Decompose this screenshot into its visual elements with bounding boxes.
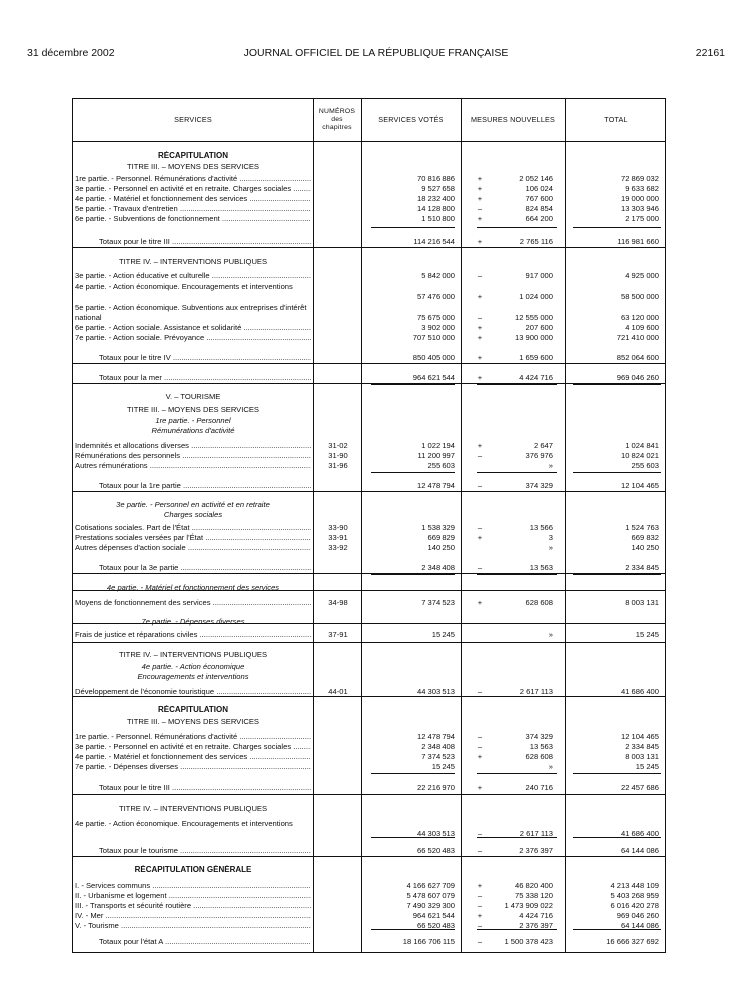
total-rule [573, 384, 661, 385]
services-votes-value: 18 232 400 [416, 194, 455, 203]
total-rule [477, 384, 557, 385]
section-rule [73, 623, 665, 624]
mesures-sign: + [477, 911, 483, 920]
services-votes-value: 114 216 544 [413, 237, 455, 246]
services-votes-value: 964 621 544 [412, 373, 455, 382]
chapter-number: 33-91 [328, 533, 348, 542]
row-label: RÉCAPITULATION [157, 705, 229, 714]
total-rule [573, 574, 661, 575]
section-rule [73, 363, 665, 364]
total-rule [371, 384, 455, 385]
section-rule [73, 794, 665, 795]
total-value: 2 334 845 [625, 563, 659, 572]
mesures-sign: – [477, 481, 483, 490]
mesures-nouvelles-value: 12 555 000 [514, 313, 553, 322]
mesures-nouvelles-value: 628 608 [525, 598, 553, 607]
mesures-nouvelles-value: 664 200 [525, 214, 553, 223]
row-label: Totaux pour la 3e partie ..... [99, 563, 311, 573]
col-header-numeros-label: NUMÉROS des chapitres [318, 108, 356, 131]
col-header-total: TOTAL [604, 114, 628, 124]
row-label: Autres dépenses d'action sociale ..... [75, 543, 311, 553]
services-votes-value: 11 200 997 [417, 451, 455, 460]
total-value: 22 457 686 [620, 783, 659, 792]
total-value: 255 603 [631, 461, 659, 470]
mesures-nouvelles-value: 4 424 716 [519, 911, 553, 920]
row-label: Totaux pour la 1re partie ..... [99, 481, 311, 491]
row-label: 6e partie. - Action sociale. Assistance et solidarité ..... [75, 323, 311, 333]
row-label: 4e partie. - Action économique. Encouragements et interventions [75, 282, 293, 291]
chapter-number: 31-02 [328, 441, 348, 450]
row-label: TITRE III. – MOYENS DES SERVICES [127, 162, 259, 171]
mesures-sign: + [477, 237, 483, 246]
col-divider [565, 99, 566, 952]
row-label: RÉCAPITULATION GÉNÉRALE [134, 865, 252, 874]
row-label: 1re partie. - Personnel [155, 416, 231, 425]
total-rule [477, 472, 557, 473]
total-rule [371, 472, 455, 473]
mesures-nouvelles-value: 374 329 [525, 481, 553, 490]
total-rule [477, 574, 557, 575]
row-label: Frais de justice et réparations civiles ..... [75, 630, 311, 640]
mesures-nouvelles-value: 2 765 116 [519, 237, 553, 246]
total-value: 63 120 000 [620, 313, 659, 322]
mesures-nouvelles-value: 2 647 [533, 441, 553, 450]
total-value: 2 334 845 [625, 742, 659, 751]
services-votes-value: 14 128 800 [416, 204, 455, 213]
row-label: 4e partie. - Action économique [141, 662, 245, 671]
mesures-sign: + [477, 214, 483, 223]
row-label: 1re partie. - Personnel. Rémunérations d'activité ..... [75, 174, 311, 184]
total-value: 1 524 763 [625, 523, 659, 532]
col-header-services: SERVICES [174, 114, 212, 124]
mesures-sign: + [477, 333, 483, 342]
row-label: Totaux pour l'état A ..... [99, 937, 311, 947]
section-rule [73, 383, 665, 384]
mesures-nouvelles-value: 2 376 397 [519, 846, 553, 855]
total-value: 58 500 000 [620, 292, 659, 301]
row-label: Totaux pour le titre IV ..... [99, 353, 311, 363]
mesures-sign: + [477, 598, 483, 607]
services-votes-value: 669 829 [427, 533, 455, 542]
total-rule [573, 837, 661, 838]
header-divider [73, 141, 665, 142]
total-rule [371, 574, 455, 575]
mesures-sign: – [477, 687, 483, 696]
chapter-number: 31-90 [328, 451, 348, 460]
mesures-sign: + [477, 373, 483, 382]
services-votes-value: 2 348 408 [421, 563, 455, 572]
services-votes-value: 22 216 970 [416, 783, 455, 792]
total-value: 10 824 021 [620, 451, 659, 460]
mesures-nouvelles-value: » [548, 762, 553, 771]
services-votes-value: 1 022 194 [421, 441, 455, 450]
total-value: 4 925 000 [625, 271, 659, 280]
total-value: 9 633 682 [625, 184, 659, 193]
mesures-sign: – [477, 742, 483, 751]
services-votes-value: 75 675 000 [416, 313, 455, 322]
services-votes-value: 7 374 523 [421, 752, 455, 761]
total-value: 6 016 420 278 [610, 901, 659, 910]
services-votes-value: 12 478 794 [416, 732, 455, 741]
mesures-nouvelles-value: 207 600 [525, 323, 553, 332]
services-votes-value: 255 603 [427, 461, 455, 470]
chapter-number: 44-01 [328, 687, 348, 696]
total-value: 64 144 086 [620, 921, 659, 930]
mesures-sign: – [477, 846, 483, 855]
row-label: Indemnités et allocations diverses ..... [75, 441, 311, 451]
row-label: Encouragements et interventions [137, 672, 249, 681]
services-votes-value: 707 510 000 [412, 333, 455, 342]
mesures-sign: + [477, 441, 483, 450]
total-rule [477, 929, 557, 930]
row-label: Cotisations sociales. Part de l'État ..... [75, 523, 311, 533]
total-rule [573, 227, 661, 228]
total-value: 669 832 [631, 533, 659, 542]
row-label: Totaux pour le titre III ..... [99, 783, 311, 793]
mesures-nouvelles-value: 13 900 000 [514, 333, 553, 342]
row-label: 6e partie. - Subventions de fonctionnement ..... [75, 214, 311, 224]
services-votes-value: 7 490 329 300 [406, 901, 455, 910]
mesures-sign: – [477, 451, 483, 460]
total-rule [371, 227, 455, 228]
section-rule [73, 696, 665, 697]
mesures-nouvelles-value: 824 854 [525, 204, 553, 213]
mesures-nouvelles-value: 13 563 [529, 742, 553, 751]
row-label: V. – TOURISME [165, 392, 221, 401]
total-value: 4 109 600 [625, 323, 659, 332]
mesures-sign: – [477, 937, 483, 946]
mesures-nouvelles-value: 2 617 113 [519, 829, 553, 838]
total-value: 1 024 841 [625, 441, 659, 450]
mesures-nouvelles-value: 1 659 600 [519, 353, 553, 362]
row-label: III. - Transports et sécurité routière ..... [75, 901, 311, 911]
row-label: 4e partie. - Matériel et fonctionnement des services [106, 583, 280, 592]
col-header-votes: SERVICES VOTÉS [378, 114, 444, 124]
mesures-sign: + [477, 783, 483, 792]
total-value: 5 403 268 959 [610, 891, 659, 900]
mesures-nouvelles-value: 106 024 [525, 184, 553, 193]
mesures-nouvelles-value: 767 600 [525, 194, 553, 203]
mesures-sign: – [477, 891, 483, 900]
row-label: Développement de l'économie touristique ..... [75, 687, 311, 697]
col-header-mesures: MESURES NOUVELLES [470, 114, 556, 124]
total-value: 969 046 260 [616, 911, 659, 920]
mesures-nouvelles-value: » [548, 543, 553, 552]
mesures-sign: – [477, 732, 483, 741]
chapter-number: 37-91 [328, 630, 348, 639]
mesures-nouvelles-value: 13 566 [529, 523, 553, 532]
mesures-sign: – [477, 901, 483, 910]
mesures-sign: – [477, 829, 483, 838]
row-label: 7e partie. - Action sociale. Prévoyance ..... [75, 333, 311, 343]
row-label: TITRE IV. – INTERVENTIONS PUBLIQUES [118, 257, 268, 266]
mesures-nouvelles-value: 75 338 120 [514, 891, 553, 900]
mesures-nouvelles-value: 13 563 [529, 563, 553, 572]
mesures-sign: – [477, 313, 483, 322]
mesures-nouvelles-value: 1 500 378 423 [504, 937, 553, 946]
row-label: RÉCAPITULATION [157, 151, 229, 160]
services-votes-value: 964 621 544 [412, 911, 455, 920]
services-votes-value: 850 405 000 [412, 353, 455, 362]
total-value: 13 303 946 [620, 204, 659, 213]
total-value: 64 144 086 [620, 846, 659, 855]
total-rule [573, 929, 661, 930]
services-votes-value: 15 245 [431, 762, 455, 771]
section-rule [73, 642, 665, 643]
total-value: 140 250 [631, 543, 659, 552]
services-votes-value: 5 842 000 [421, 271, 455, 280]
total-value: 8 003 131 [625, 752, 659, 761]
mesures-nouvelles-value: 1 473 909 022 [504, 901, 553, 910]
mesures-nouvelles-value: 4 424 716 [519, 373, 553, 382]
mesures-nouvelles-value: 376 976 [525, 451, 553, 460]
mesures-nouvelles-value: 2 052 146 [519, 174, 553, 183]
total-value: 12 104 465 [620, 732, 659, 741]
col-header-numeros [313, 99, 361, 141]
total-value: 41 686 400 [620, 829, 659, 838]
row-label: 4e partie. - Action économique. Encouragements et interventions [75, 819, 293, 828]
budget-table [72, 98, 666, 953]
total-rule [573, 773, 661, 774]
row-label: Moyens de fonctionnement des services ..... [75, 598, 311, 608]
total-value: 2 175 000 [625, 214, 659, 223]
services-votes-value: 140 250 [427, 543, 455, 552]
row-label: Rémunérations d'activité [151, 426, 235, 435]
row-label: TITRE IV. – INTERVENTIONS PUBLIQUES [118, 650, 268, 659]
total-value: 969 046 260 [616, 373, 659, 382]
total-value: 16 666 327 692 [606, 937, 659, 946]
total-rule [573, 472, 661, 473]
row-label: Totaux pour le tourisme ..... [99, 846, 311, 856]
chapter-number: 31-96 [328, 461, 348, 470]
total-value: 15 245 [635, 762, 659, 771]
row-label: Prestations sociales versées par l'État ..... [75, 533, 311, 543]
section-rule [73, 856, 665, 857]
services-votes-value: 70 816 886 [416, 174, 455, 183]
row-label: Rémunérations des personnels ..... [75, 451, 311, 461]
mesures-sign: + [477, 174, 483, 183]
mesures-sign: + [477, 353, 483, 362]
services-votes-value: 3 902 000 [421, 323, 455, 332]
header-page-number: 22161 [695, 47, 725, 59]
mesures-sign: + [477, 194, 483, 203]
row-label: II. - Urbanisme et logement ..... [75, 891, 311, 901]
row-label: I. - Services communs ..... [75, 881, 311, 891]
row-label: 3e partie. - Personnel en activité et en retraite. Charges sociales ..... [75, 742, 311, 752]
services-votes-value: 15 245 [431, 630, 455, 639]
total-rule [371, 837, 455, 838]
mesures-sign: + [477, 323, 483, 332]
row-label: 3e partie. - Personnel en activité et en retraite. Charges sociales ..... [75, 184, 311, 194]
mesures-nouvelles-value: » [548, 630, 553, 639]
services-votes-value: 1 538 329 [421, 523, 455, 532]
services-votes-value: 66 520 483 [416, 846, 455, 855]
row-label: Totaux pour le titre III ..... [99, 237, 311, 247]
section-rule [73, 573, 665, 574]
total-value: 12 104 465 [620, 481, 659, 490]
total-value: 15 245 [635, 630, 659, 639]
total-value: 72 869 032 [620, 174, 659, 183]
services-votes-value: 44 303 513 [416, 687, 455, 696]
mesures-sign: + [477, 881, 483, 890]
mesures-nouvelles-value: 46 820 400 [514, 881, 553, 890]
row-label: 5e partie. - Action économique. Subventions aux entreprises d'intérêt national [75, 303, 307, 322]
total-rule [477, 837, 557, 838]
services-votes-value: 66 520 483 [416, 921, 455, 930]
row-label: Autres rémunérations ..... [75, 461, 311, 471]
mesures-nouvelles-value: 917 000 [525, 271, 553, 280]
mesures-sign: – [477, 271, 483, 280]
services-votes-value: 44 303 513 [416, 829, 455, 838]
mesures-nouvelles-value: 374 329 [525, 732, 553, 741]
total-value: 4 213 448 109 [610, 881, 659, 890]
header-date: 31 décembre 2002 [27, 47, 115, 59]
row-label: 7e partie. - Dépenses diverses ..... [75, 762, 311, 772]
header-journal-title: JOURNAL OFFICIEL DE LA RÉPUBLIQUE FRANÇAISE [243, 47, 509, 59]
services-votes-value: 2 348 408 [421, 742, 455, 751]
services-votes-value: 9 527 658 [421, 184, 455, 193]
mesures-nouvelles-value: 628 608 [525, 752, 553, 761]
mesures-nouvelles-value: 3 [548, 533, 553, 542]
section-rule [73, 247, 665, 248]
section-rule [73, 590, 665, 591]
mesures-sign: – [477, 563, 483, 572]
row-label: 3e partie. - Action éducative et culturelle ..... [75, 271, 311, 281]
mesures-nouvelles-value: 2 376 397 [519, 921, 553, 930]
mesures-sign: – [477, 204, 483, 213]
total-value: 41 686 400 [620, 687, 659, 696]
col-divider [361, 99, 362, 952]
chapter-number: 33-92 [328, 543, 348, 552]
total-rule [477, 773, 557, 774]
total-value: 8 003 131 [625, 598, 659, 607]
mesures-sign: + [477, 292, 483, 301]
services-votes-value: 1 510 800 [421, 214, 455, 223]
row-label: 5e partie. - Travaux d'entretien ..... [75, 204, 311, 214]
row-label: 4e partie. - Matériel et fonctionnement des services ..... [75, 194, 311, 204]
mesures-sign: + [477, 752, 483, 761]
total-rule [477, 227, 557, 228]
page-header [27, 47, 725, 63]
mesures-sign: – [477, 921, 483, 930]
services-votes-value: 18 166 706 115 [402, 937, 455, 946]
total-value: 19 000 000 [620, 194, 659, 203]
mesures-sign: + [477, 533, 483, 542]
chapter-number: 33-90 [328, 523, 348, 532]
services-votes-value: 57 476 000 [416, 292, 455, 301]
row-label: 3e partie. - Personnel en activité et en retraite [116, 500, 270, 509]
mesures-sign: – [477, 523, 483, 532]
total-value: 116 981 660 [617, 237, 659, 246]
row-label: TITRE IV. – INTERVENTIONS PUBLIQUES [118, 804, 268, 813]
total-value: 721 410 000 [616, 333, 659, 342]
col-divider [461, 99, 462, 952]
mesures-nouvelles-value: 2 617 113 [519, 687, 553, 696]
row-label: V. - Tourisme ..... [75, 921, 311, 931]
mesures-nouvelles-value: » [548, 461, 553, 470]
services-votes-value: 4 166 627 709 [406, 881, 455, 890]
col-divider [313, 99, 314, 952]
total-value: 852 064 600 [616, 353, 659, 362]
total-rule [371, 773, 455, 774]
chapter-number: 34-98 [328, 598, 348, 607]
row-label: 1re partie. - Personnel. Rémunérations d'activité ..... [75, 732, 311, 742]
services-votes-value: 12 478 794 [416, 481, 455, 490]
row-label: TITRE III. – MOYENS DES SERVICES [127, 405, 259, 414]
row-label: Charges sociales [163, 510, 223, 519]
mesures-nouvelles-value: 1 024 000 [519, 292, 553, 301]
row-label: TITRE III. – MOYENS DES SERVICES [127, 717, 259, 726]
total-rule [371, 929, 455, 930]
mesures-sign: + [477, 184, 483, 193]
row-label: 4e partie. - Matériel et fonctionnement des services ..... [75, 752, 311, 762]
section-rule [73, 491, 665, 492]
services-votes-value: 5 478 607 079 [406, 891, 455, 900]
services-votes-value: 7 374 523 [421, 598, 455, 607]
row-label: IV. - Mer ..... [75, 911, 311, 921]
row-label: Totaux pour la mer ..... [99, 373, 311, 383]
row-label: 7e partie. - Dépenses diverses [141, 617, 245, 626]
mesures-nouvelles-value: 240 716 [525, 783, 553, 792]
